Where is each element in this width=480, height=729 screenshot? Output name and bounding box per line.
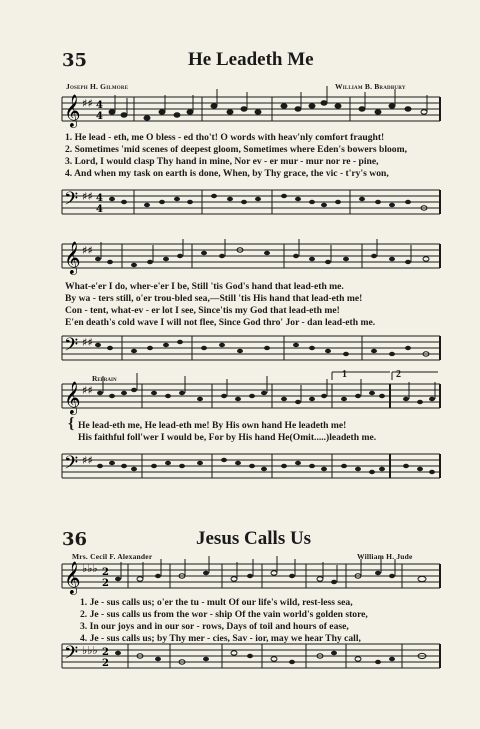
bass-clef-icon: 𝄢 <box>64 335 79 360</box>
bass-clef-icon: 𝄢 <box>64 189 79 214</box>
treble-clef-icon: 𝄞 <box>64 561 81 594</box>
bass-staff <box>62 186 442 220</box>
composer-credit: William B. Bradbury <box>335 82 406 91</box>
bass-staff <box>62 450 442 484</box>
svg-text:♭♭♭: ♭♭♭ <box>82 644 98 657</box>
verse-2-line-2: By wa - ters still, o'er trou-bled sea,—Still 'tis His hand that lead-eth me! <box>65 293 363 304</box>
verse-3: 3. In our joys and in our sor - rows, Days of toil and hours of ease, <box>80 621 349 632</box>
second-ending-label: 2 <box>396 369 401 380</box>
refrain-line-1: He lead-eth me, He lead-eth me! By His own hand He leadeth me! <box>78 420 347 431</box>
treble-clef-icon: 𝄞 <box>64 94 81 127</box>
treble-staff <box>62 560 442 594</box>
hymn-number: 36 <box>62 529 88 550</box>
composer-credit: William H. Jude <box>357 552 413 561</box>
verse-2: 2. Je - sus calls us from the wor - ship Of the vain world's golden store, <box>80 609 368 620</box>
treble-staff <box>62 380 442 414</box>
svg-text:♯♯: ♯♯ <box>82 336 93 349</box>
refrain-label: Refrain <box>92 374 117 383</box>
svg-text:♯♯: ♯♯ <box>82 244 93 257</box>
svg-text:2: 2 <box>102 567 109 578</box>
verse-2-line-1: 2. Sometimes 'mid scenes of deepest gloom, Sometimes where Eden's bowers bloom, <box>65 144 407 155</box>
verse-3-line-1: 3. Lord, I would clasp Thy hand in mine, Nor ev - er mur - mur nor re - pine, <box>65 156 379 167</box>
hymn-title: Jesus Calls Us <box>196 528 312 549</box>
bass-staff <box>62 332 442 366</box>
svg-text:4: 4 <box>96 204 103 215</box>
treble-clef-icon: 𝄞 <box>64 241 81 274</box>
treble-staff <box>62 240 442 274</box>
svg-text:2: 2 <box>102 578 109 589</box>
svg-text:♭♭♭: ♭♭♭ <box>82 562 98 575</box>
refrain-line-2: His faithful foll'wer I would be, For by His hand He(Omit.....)leadeth me. <box>78 432 377 443</box>
hymn-number: 35 <box>62 50 88 71</box>
treble-clef-icon: 𝄞 <box>64 381 81 414</box>
svg-text:4: 4 <box>96 111 103 122</box>
svg-text:♯♯: ♯♯ <box>82 190 93 203</box>
svg-text:4: 4 <box>96 100 103 111</box>
treble-staff <box>62 93 442 127</box>
lyricist-credit: Joseph H. Gilmore <box>66 82 129 91</box>
verse-1-line-1: 1. He lead - eth, me O bless - ed tho't! O words with heav'nly comfort fraught! <box>65 132 385 143</box>
verse-4: 4. Je - sus calls us; by Thy mer - cies, Sav - ior, may we hear Thy call, <box>80 633 361 644</box>
bass-staff <box>62 640 442 674</box>
first-ending-label: 1 <box>342 369 347 380</box>
lyricist-credit: Mrs. Cecil F. Alexander <box>72 552 153 561</box>
svg-text:♯♯: ♯♯ <box>82 97 93 110</box>
verse-1: 1. Je - sus calls us; o'er the tu - mult Of our life's wild, rest-less sea, <box>80 597 353 608</box>
bass-clef-icon: 𝄢 <box>64 453 79 478</box>
verse-4-line-1: 4. And when my task on earth is done, When, by Thy grace, the vic - t'ry's won, <box>65 168 389 179</box>
svg-text:♯♯: ♯♯ <box>82 454 93 467</box>
svg-text:♯♯: ♯♯ <box>82 384 93 397</box>
svg-text:2: 2 <box>102 647 109 658</box>
svg-text:2: 2 <box>102 658 109 669</box>
hymn-title: He Leadeth Me <box>188 49 314 70</box>
verse-3-line-2: Con - tent, what-ev - er lot I see, Since'tis my God that lead-eth me! <box>65 305 340 316</box>
refrain-brace: { <box>68 415 75 432</box>
bass-clef-icon: 𝄢 <box>64 643 79 668</box>
verse-1-line-2: What-e'er I do, wher-e'er I be, Still 'tis God's hand that lead-eth me. <box>65 281 344 292</box>
verse-4-line-2: E'en death's cold wave I will not flee, Since God thro' Jor - dan lead-eth me. <box>65 317 376 328</box>
svg-text:4: 4 <box>96 193 103 204</box>
